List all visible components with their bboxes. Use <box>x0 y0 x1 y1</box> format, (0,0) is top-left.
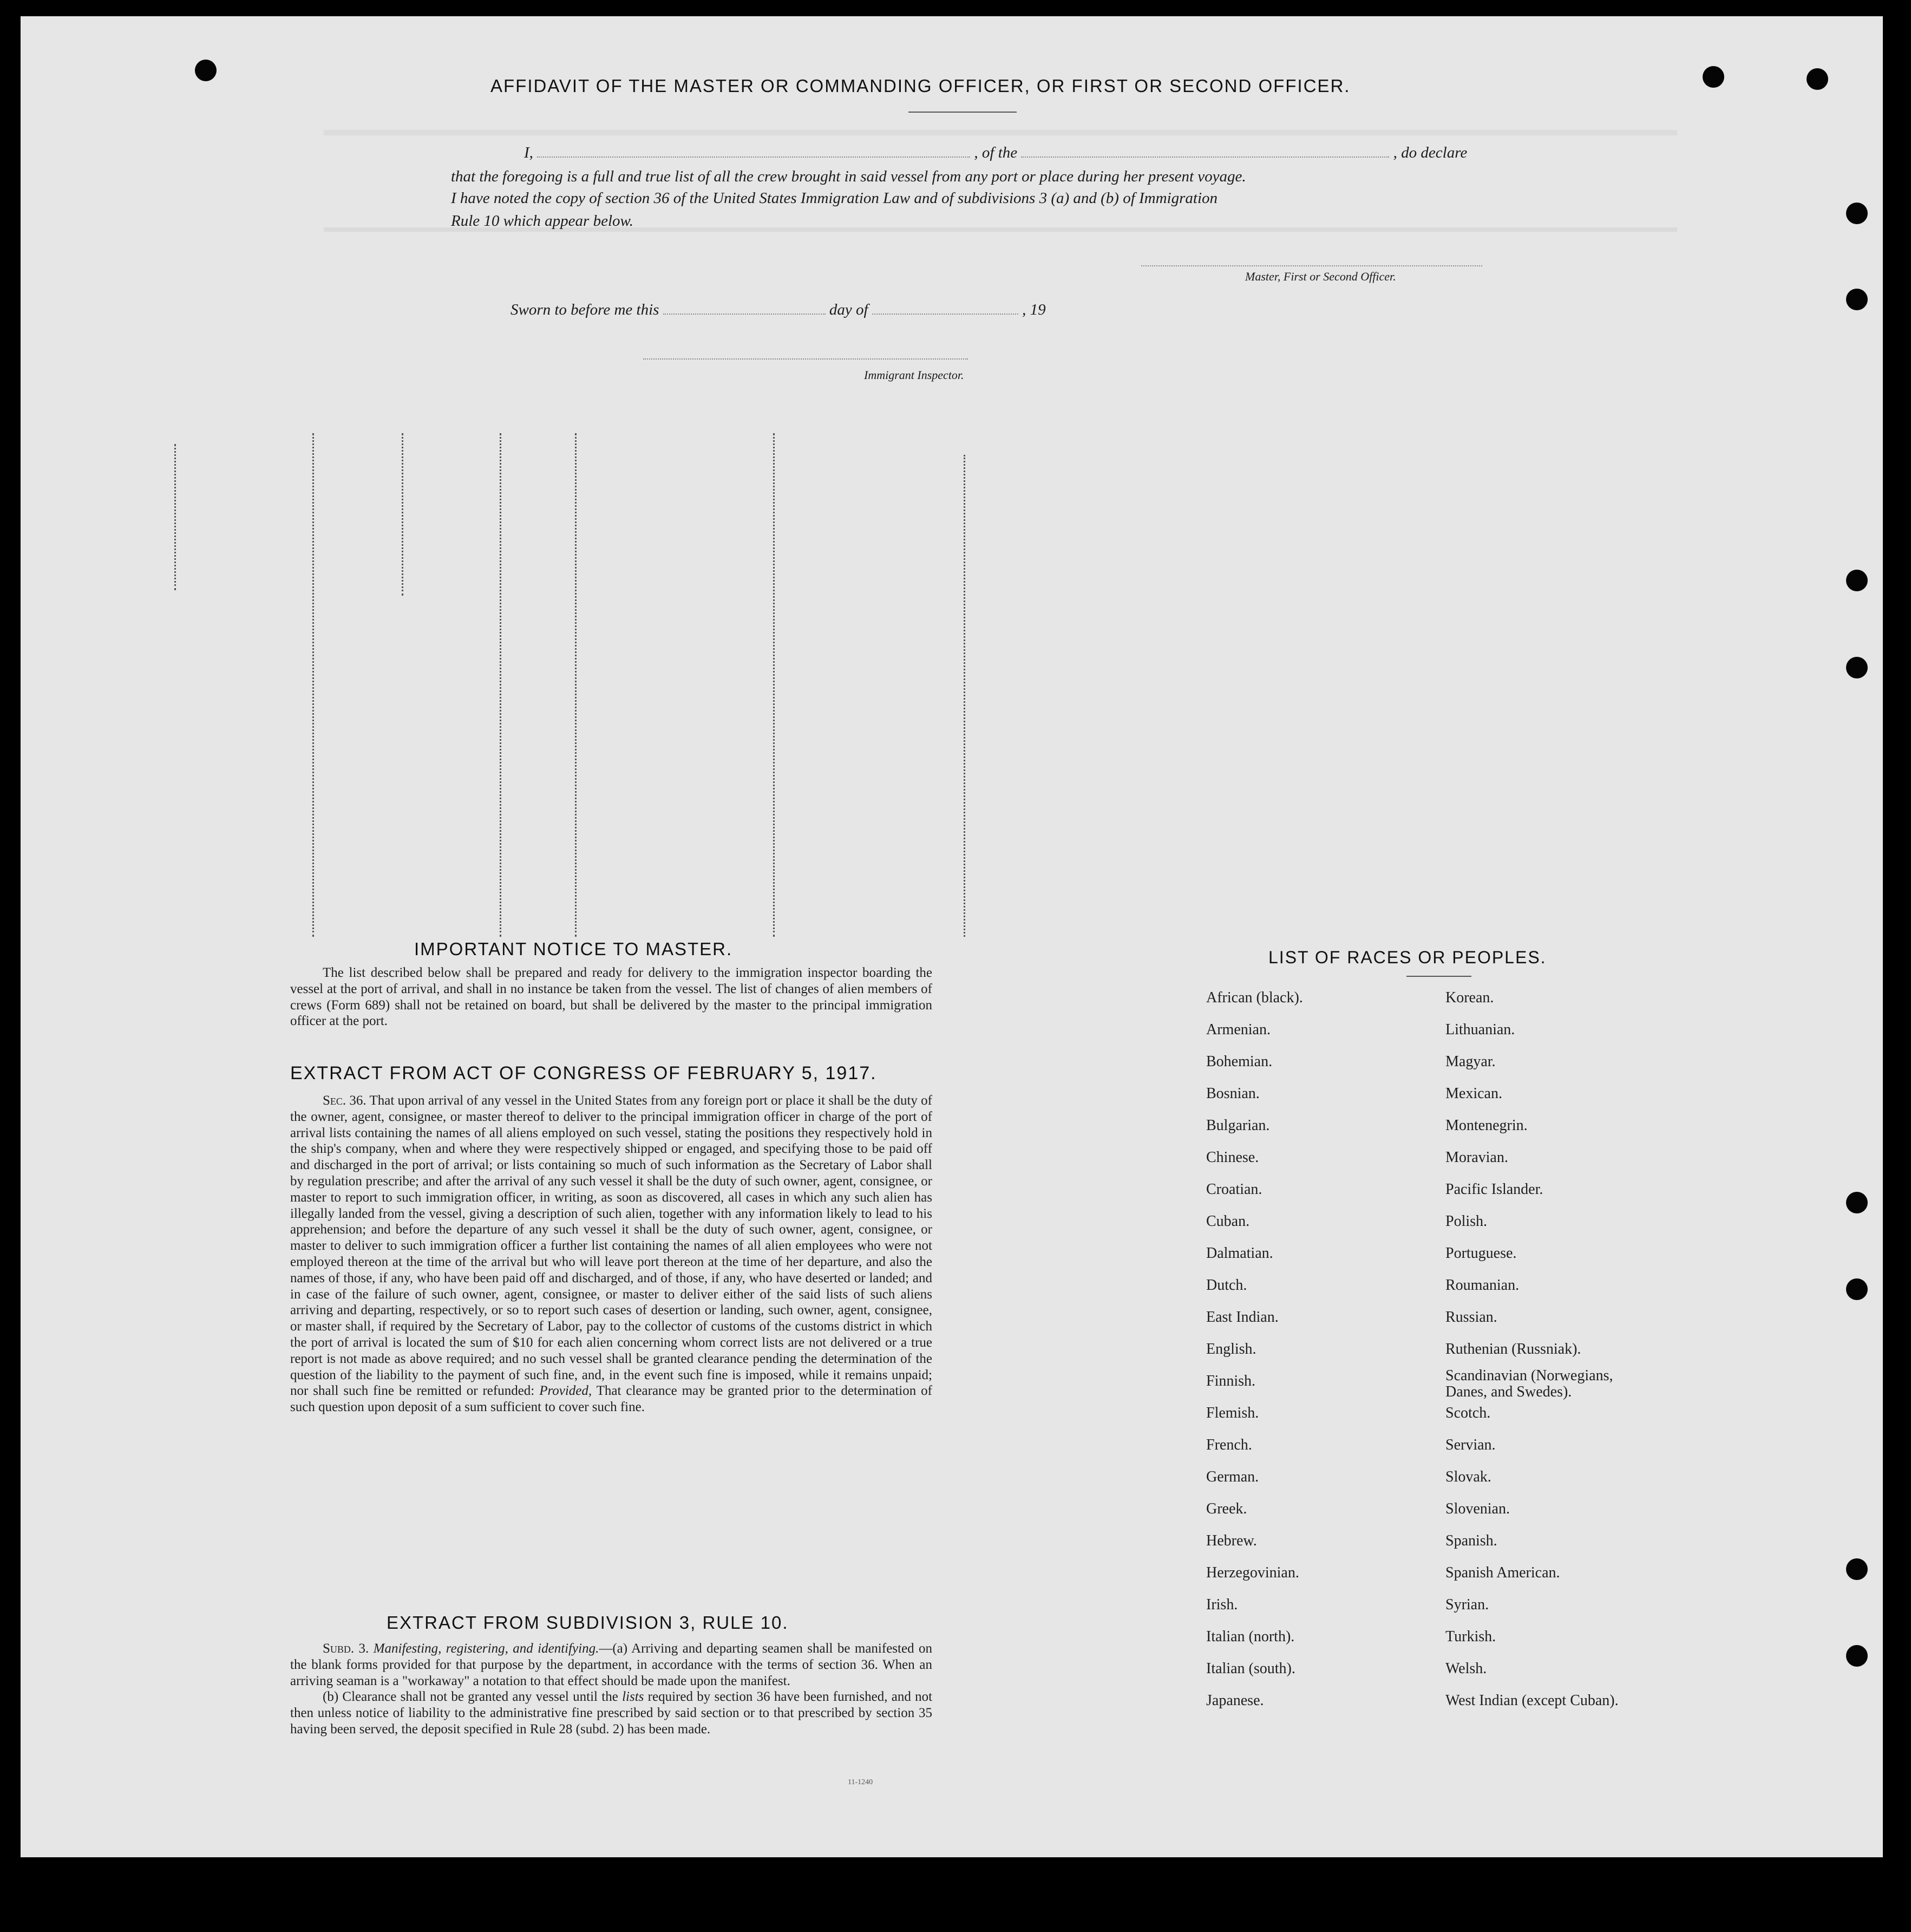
race-item: Montenegrin. <box>1445 1117 1528 1134</box>
race-item: Greek. <box>1206 1500 1247 1517</box>
name-field[interactable] <box>537 156 970 158</box>
inspector-signature-line[interactable] <box>643 358 968 360</box>
punch-hole <box>1807 68 1828 90</box>
race-item: Japanese. <box>1206 1692 1264 1709</box>
punch-hole <box>195 60 217 81</box>
race-item: Scotch. <box>1445 1405 1491 1421</box>
race-item: Ruthenian (Russniak). <box>1445 1341 1581 1357</box>
year-label: , 19 <box>1022 301 1046 318</box>
race-item: Italian (north). <box>1206 1628 1295 1645</box>
vessel-field[interactable] <box>1021 156 1389 158</box>
punch-hole <box>1846 1558 1868 1580</box>
punch-hole <box>1846 570 1868 591</box>
race-item: Bosnian. <box>1206 1085 1260 1102</box>
i-label: I, <box>524 144 533 161</box>
declare-label: , do declare <box>1393 144 1468 161</box>
notice-text: The list described below shall be prepared and ready for delivery to the immigration inspector boarding the vessel at the port of arrival, and shall in no instance be taken from the vessel. The list of changes of alien members of crews (Form 689) shall not be retained on board, but shall be delivered by the master to the principal immigration officer at the port. <box>290 965 932 1029</box>
race-item: Korean. <box>1445 989 1494 1006</box>
race-item: Cuban. <box>1206 1213 1250 1230</box>
act-extract-body <box>290 1093 932 1415</box>
race-item: West Indian (except Cuban). <box>1445 1692 1619 1709</box>
punch-hole <box>1846 657 1868 678</box>
bleed-through-text <box>324 97 1677 135</box>
master-signature-line[interactable] <box>1141 265 1482 266</box>
race-item: Dalmatian. <box>1206 1245 1273 1262</box>
punch-hole <box>1846 289 1868 310</box>
race-item: Portuguese. <box>1445 1245 1517 1262</box>
subd-label: Subd. 3. <box>323 1641 369 1656</box>
declaration-line-3: I have noted the copy of section 36 of the United States Immigration Law and of subdivisions 3 (a) and (b) of Immigration <box>451 190 1218 207</box>
race-item: Slovenian. <box>1445 1500 1510 1517</box>
race-item: East Indian. <box>1206 1309 1279 1326</box>
race-item: Bulgarian. <box>1206 1117 1270 1134</box>
race-item: Dutch. <box>1206 1277 1247 1294</box>
column-rule <box>174 444 176 590</box>
race-item: Mexican. <box>1445 1085 1502 1102</box>
race-item: Russian. <box>1445 1309 1497 1326</box>
punch-hole <box>1846 1645 1868 1667</box>
declaration-line-4: Rule 10 which appear below. <box>451 212 633 230</box>
race-item: Syrian. <box>1445 1596 1489 1613</box>
section-text-end: That clearance may be granted prior to the determination of such question upon deposit of a sum sufficient to cover such fine. <box>290 1383 933 1415</box>
rule-text-b-lists: lists <box>622 1689 644 1705</box>
rule-text-b-part2: required by section 36 have been furnished, and not then unless notice of liability to the administrative fine prescribed by said section or to that prescribed by section 35 having been served, the deposit specified in Rule 28 (subd. 2) has been made. <box>290 1689 933 1737</box>
race-item: Moravian. <box>1445 1149 1508 1166</box>
races-title: LIST OF RACES OR PEOPLES. <box>1268 948 1547 967</box>
race-item: Croatian. <box>1206 1181 1262 1198</box>
inspector-label: Immigrant Inspector. <box>864 368 964 382</box>
race-item: Turkish. <box>1445 1628 1496 1645</box>
race-item: Spanish. <box>1445 1532 1497 1549</box>
race-item: French. <box>1206 1437 1252 1453</box>
punch-hole <box>1703 66 1724 88</box>
day-field[interactable] <box>663 314 826 315</box>
subd-heading: Manifesting, registering, and identifying. <box>373 1641 599 1656</box>
rule-text-b <box>290 1689 932 1737</box>
race-item: Magyar. <box>1445 1053 1496 1070</box>
master-signature-label: Master, First or Second Officer. <box>1245 270 1396 283</box>
race-item: Pacific Islander. <box>1445 1181 1543 1198</box>
of-the-label: , of the <box>974 144 1018 161</box>
rule-extract-body <box>290 1641 932 1738</box>
race-item: Spanish American. <box>1445 1564 1560 1581</box>
divider <box>1406 976 1471 977</box>
sworn-line <box>511 301 1046 319</box>
provided-label: Provided, <box>539 1383 592 1399</box>
declaration-line-2: that the foregoing is a full and true list of all the crew brought in said vessel from any port or place during her present voyage. <box>451 168 1246 185</box>
race-item: Hebrew. <box>1206 1532 1257 1549</box>
race-item: Italian (south). <box>1206 1660 1295 1677</box>
section-text: That upon arrival of any vessel in the United States from any foreign port or place it shall be the duty of the owner, agent, consignee, or master thereof to deliver to the principal immigration officer in charge of the port of arrival lists containing the names of all aliens employed on such vessel, stating the positions they respectively hold in the ship's company, when and where they were respectively shipped or engaged, and specifying those to be paid off and discharged in the port of arrival; or lists containing so much of such information as the Secretary of Labor shall by regulation prescribe; and after the arrival of any such vessel it shall be the duty of such owner, agent, consignee, or master to report to such immigration officer, in writing, as soon as discovered, all cases in which any such alien has illegally landed from the vessel, giving a description of such alien, together with any information likely to lead to his apprehension; and before the departure of any such vessel it shall be the duty of such owner, agent, consignee, or master to deliver to such immigration officer a further list containing the names of all alien employees who were not employed thereon at the time of the arrival but who will leave port thereon at the time of her departure, and also the names of those, if any, who have been paid off and discharged, and of those, if any, who have deserted or landed; and in case of the failure of such owner, agent, consignee, or master to deliver either of the said lists of such aliens arriving and departing, respectively, or so to report such cases of desertion or landing, such owner, agent, consignee, or master shall, if required by the Secretary of Labor, pay to the collector of customs of the customs district in which the port of arrival is located the sum of $10 for each alien concerning whom correct lists are not delivered or a true report is not made as above required; and no such vessel shall be granted clearance pending the determination of the question of the liability to the payment of such fine, and, in the event such fine is imposed, while it remains unpaid; nor shall such fine be remitted or refunded: <box>290 1093 932 1399</box>
race-item: Slovak. <box>1445 1468 1491 1485</box>
affidavit-title: AFFIDAVIT OF THE MASTER OR COMMANDING OFFICER, OR FIRST OR SECOND OFFICER. <box>490 76 1351 96</box>
form-number: 11-1240 <box>848 1778 873 1786</box>
column-rule <box>312 433 314 937</box>
race-item: Herzegovinian. <box>1206 1564 1299 1581</box>
race-item: Scandinavian (Norwegians, Danes, and Swedes). <box>1445 1367 1613 1400</box>
notice-body <box>290 965 932 1029</box>
act-extract-text <box>290 1093 932 1415</box>
notice-title: IMPORTANT NOTICE TO MASTER. <box>414 939 733 959</box>
race-item: Servian. <box>1445 1437 1496 1453</box>
column-rule <box>575 433 577 937</box>
race-item: Roumanian. <box>1445 1277 1520 1294</box>
punch-hole <box>1846 1278 1868 1300</box>
race-item: Armenian. <box>1206 1021 1271 1038</box>
day-of-label: day of <box>829 301 868 318</box>
race-item: Finnish. <box>1206 1373 1256 1389</box>
race-item: Flemish. <box>1206 1405 1259 1421</box>
subd-text-a: —(a) Arriving and departing seamen shall be manifested on the blank forms provided for that purpose by the department, in accordance with the terms of section 36. When an arriving seaman is a "workaway" a notation to that effect should be made upon the manifest. <box>290 1641 932 1688</box>
month-field[interactable] <box>872 314 1018 315</box>
race-item: Bohemian. <box>1206 1053 1273 1070</box>
rule-text-a <box>290 1641 932 1689</box>
column-rule <box>964 455 965 937</box>
column-rule <box>500 433 501 937</box>
act-extract-title: EXTRACT FROM ACT OF CONGRESS OF FEBRUARY 5, 1917. <box>290 1063 877 1084</box>
section-label: Sec. 36. <box>323 1093 367 1108</box>
punch-hole <box>1846 1192 1868 1213</box>
race-item: Welsh. <box>1445 1660 1487 1677</box>
divider <box>908 112 1017 113</box>
race-item: Lithuanian. <box>1445 1021 1515 1038</box>
race-item: Chinese. <box>1206 1149 1259 1166</box>
rule-text-b-part1: (b) Clearance shall not be granted any vessel until the <box>323 1689 618 1705</box>
punch-hole <box>1846 203 1868 224</box>
sworn-label: Sworn to before me this <box>511 301 659 318</box>
race-item: Polish. <box>1445 1213 1488 1230</box>
rule-extract-title: EXTRACT FROM SUBDIVISION 3, RULE 10. <box>387 1613 789 1633</box>
column-rule <box>402 433 403 596</box>
document-page <box>21 16 1883 1857</box>
race-item: Irish. <box>1206 1596 1238 1613</box>
declaration-line-1 <box>524 144 1467 162</box>
column-rule <box>773 433 775 937</box>
race-item: African (black). <box>1206 989 1303 1006</box>
race-item: German. <box>1206 1468 1259 1485</box>
race-item: English. <box>1206 1341 1256 1357</box>
